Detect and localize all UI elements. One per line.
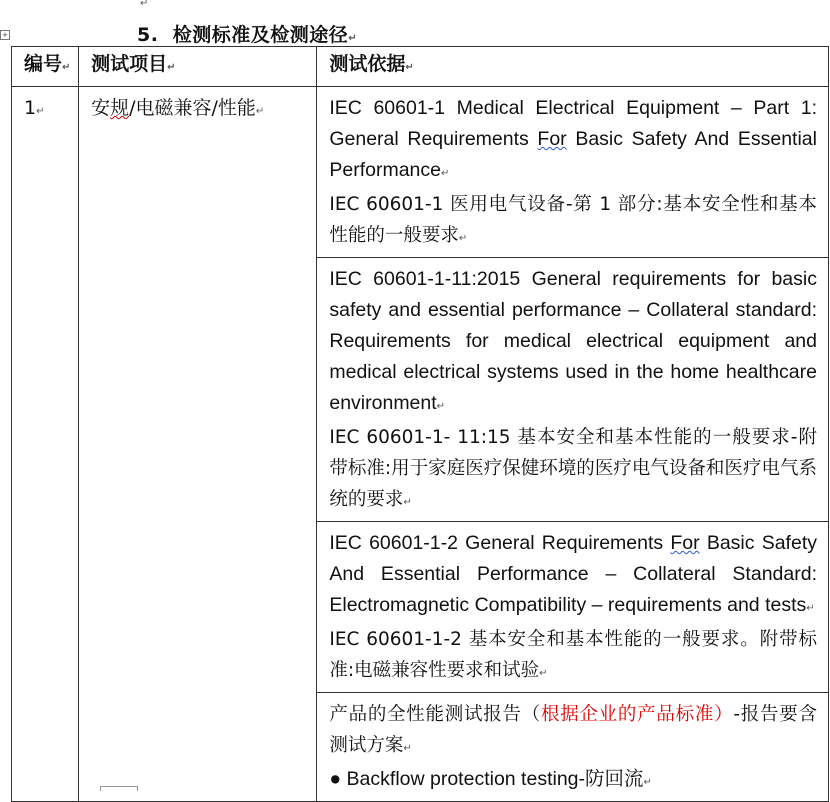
standard-1-en: IEC 60601-1 Medical Electrical Equipment – Part 1: General Requirements For Basic Safety And Essential Performance↵ — [329, 97, 817, 181]
text-box-edge — [100, 786, 138, 791]
cell-no: 1↵ — [12, 87, 79, 802]
header-item: 测试项目↵ — [79, 47, 317, 87]
table-row — [12, 87, 829, 258]
standard-2-en: IEC 60601-1-11:2015 General requirements for basic safety and essential performance – Collateral standard: Requirements for medical electrical equipment and medical electrical systems used in the home healthcare environment↵ — [329, 268, 817, 414]
section-heading — [137, 20, 357, 47]
table-header-row — [12, 47, 829, 87]
standards-table — [11, 46, 829, 802]
standard-1-zh: IEC 60601-1 医用电气设备-第 1 部分:基本安全性和基本性能的一般要求↵ — [329, 194, 817, 246]
performance-report: 产品的全性能测试报告（根据企业的产品标准）-报告要含测试方案↵ — [329, 704, 817, 756]
highlight-text: 根据企业的产品标准） — [540, 704, 734, 725]
paragraph-mark: ↵ — [348, 33, 358, 44]
paragraph-mark: ↵ — [140, 0, 149, 9]
row-number: 1 — [24, 97, 37, 119]
backflow-bullet: ● Backflow protection testing-防回流↵ — [329, 768, 652, 790]
standard-2-zh: IEC 60601-1- 11:15 基本安全和基本性能的一般要求-附带标准:用于家庭医疗保健环境的医疗电气设备和医疗电气系统的要求↵ — [329, 427, 817, 510]
table-move-handle-icon[interactable]: + — [0, 30, 10, 40]
header-no: 编号↵ — [12, 47, 79, 87]
section-title: 检测标准及检测途径 — [172, 24, 349, 46]
header-basis: 测试依据↵ — [317, 47, 829, 87]
section-number: 5. — [137, 24, 159, 46]
standard-cell-1 — [317, 87, 829, 258]
standard-cell-3 — [317, 522, 829, 693]
performance-cell — [317, 693, 829, 802]
cell-item: 安规/电磁兼容/性能↵ — [79, 87, 317, 802]
standard-3-en: IEC 60601-1-2 General Requirements For Basic Safety And Essential Performance – Collateral Standard: Electromagnetic Compatibility – requirements and tests↵ — [329, 532, 817, 616]
standard-cell-2 — [317, 258, 829, 522]
standard-3-zh: IEC 60601-1-2 基本安全和基本性能的一般要求。附带标准:电磁兼容性要求和试验↵ — [329, 629, 817, 681]
